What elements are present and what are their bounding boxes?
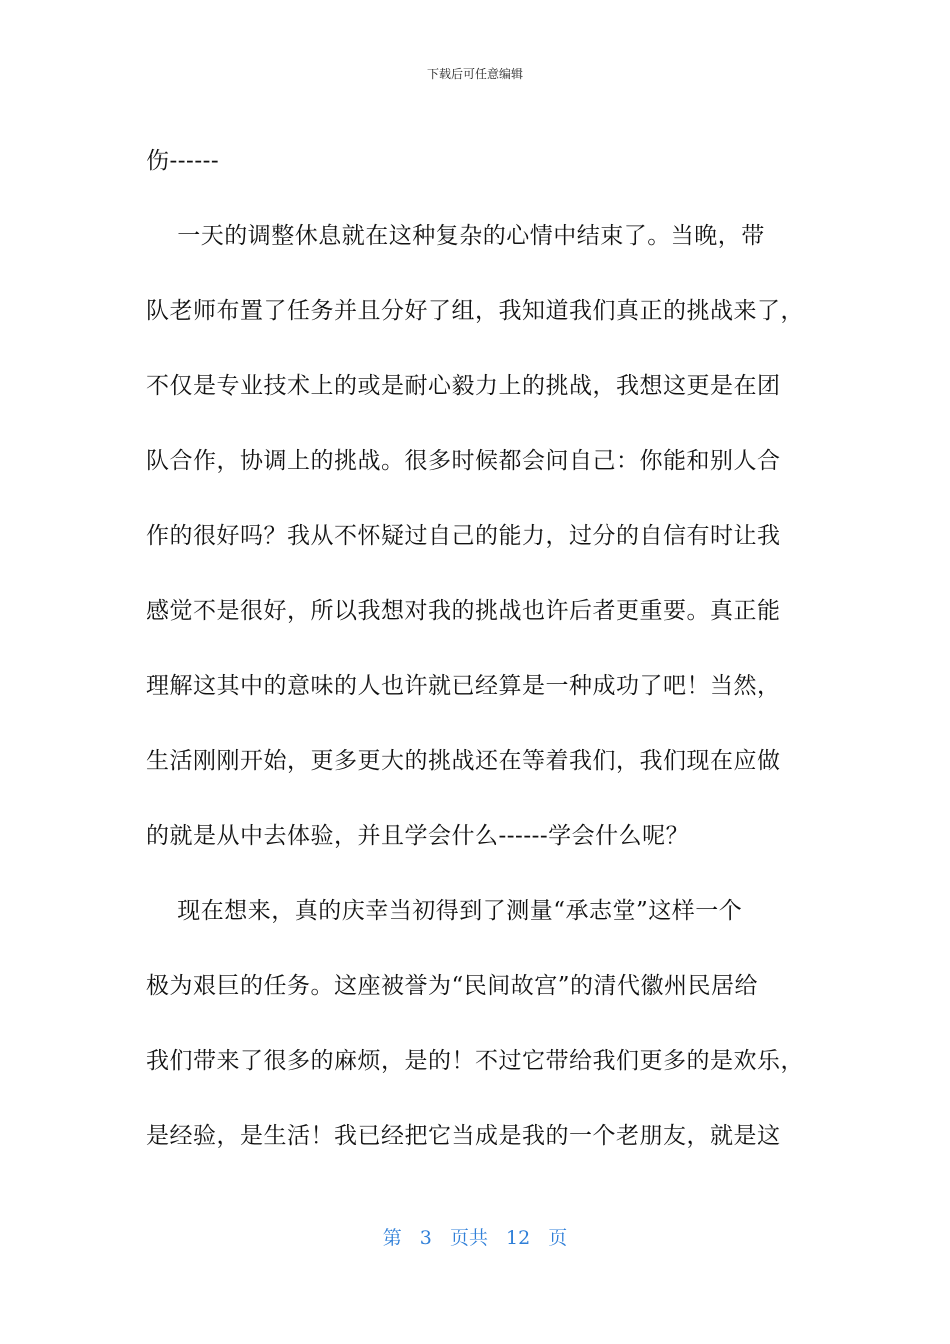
text-line: 理解这其中的意味的人也许就已经算是一种成功了吧！当然， xyxy=(146,673,781,699)
text-line: 队合作，协调上的挑战。很多时候都会问自己：你能和别人合 xyxy=(146,448,781,474)
text-line: 现在想来，真的庆幸当初得到了测量“承志堂”这样一个 xyxy=(146,898,743,924)
footer-total-pages: 12 xyxy=(506,1227,531,1249)
text-line: 生活刚刚开始，更多更大的挑战还在等着我们，我们现在应做 xyxy=(146,748,781,774)
text-line: 我们带来了很多的麻烦，是的！不过它带给我们更多的是欢乐， xyxy=(146,1048,804,1074)
page-footer xyxy=(0,1226,950,1250)
footer-prefix: 第 xyxy=(382,1227,402,1249)
text-line: 一天的调整休息就在这种复杂的心情中结束了。当晚，带 xyxy=(146,223,765,249)
text-line: 不仅是专业技术上的或是耐心毅力上的挑战，我想这更是在团 xyxy=(146,373,781,399)
text-line: 作的很好吗？我从不怀疑过自己的能力，过分的自信有时让我 xyxy=(146,523,781,549)
body-text xyxy=(146,124,806,1174)
text-line: 伤------ xyxy=(146,148,220,174)
text-line: 感觉不是很好，所以我想对我的挑战也许后者更重要。真正能 xyxy=(146,598,781,624)
text-line: 队老师布置了任务并且分好了组，我知道我们真正的挑战来了， xyxy=(146,298,804,324)
footer-middle: 页共 xyxy=(449,1227,488,1249)
text-line: 的就是从中去体验，并且学会什么------学会什么呢？ xyxy=(146,823,690,849)
text-line: 极为艰巨的任务。这座被誉为“民间故宫”的清代徽州民居给 xyxy=(146,973,759,999)
footer-suffix: 页 xyxy=(548,1227,568,1249)
footer-page-number: 3 xyxy=(419,1227,432,1249)
text-line: 是经验，是生活！我已经把它当成是我的一个老朋友，就是这 xyxy=(146,1123,781,1149)
page-header: 下载后可任意编辑 xyxy=(426,67,523,81)
